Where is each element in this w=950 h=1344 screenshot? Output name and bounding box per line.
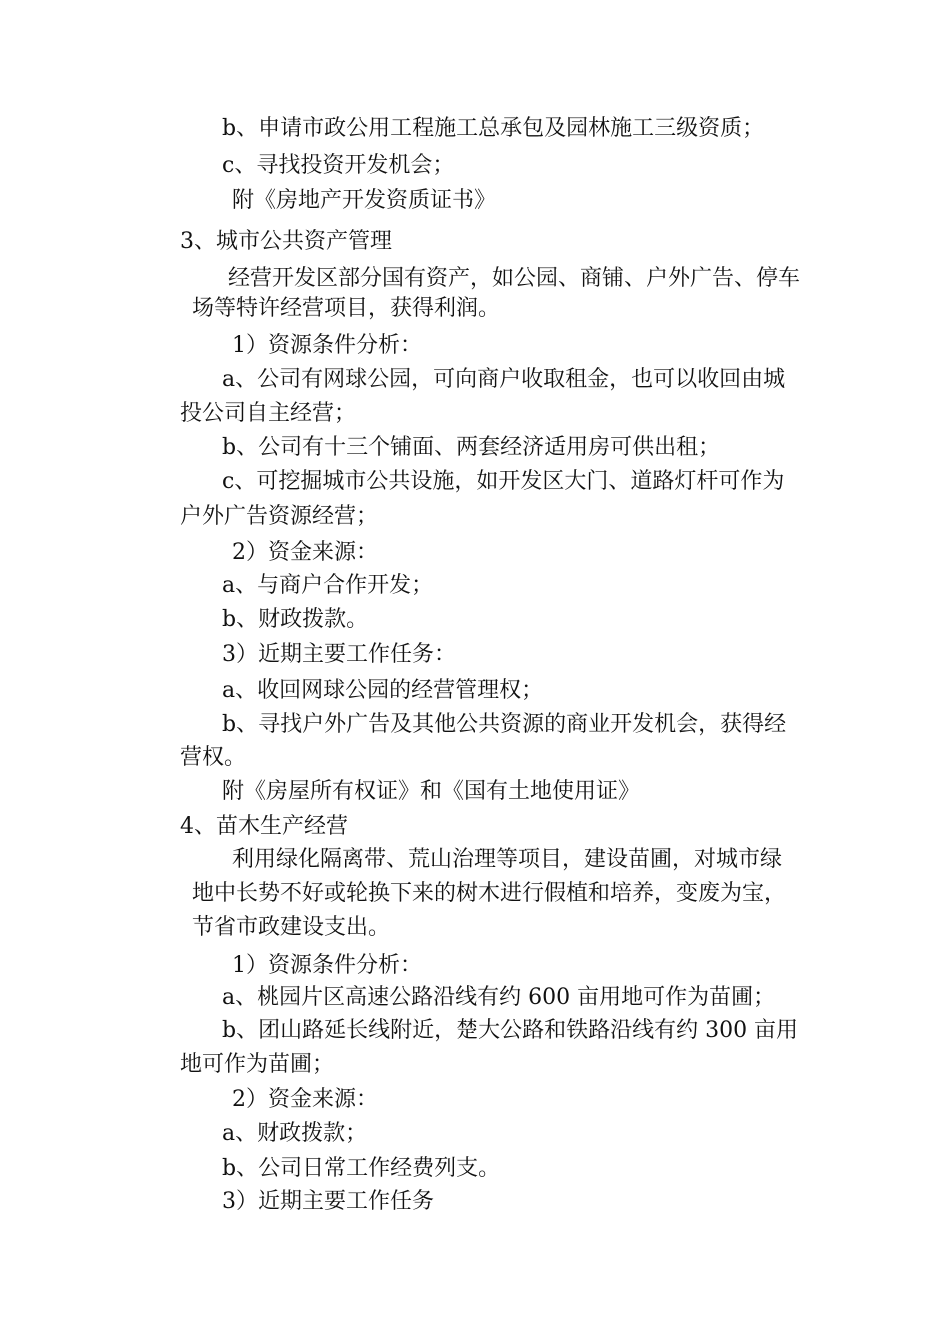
text-line: 投公司自主经营；: [180, 401, 357, 426]
text-line: b、公司有十三个铺面、两套经济适用房可供出租；: [222, 435, 721, 460]
text-line: b、团山路延长线附近，楚大公路和铁路沿线有约 300 亩用: [222, 1018, 799, 1043]
section-heading: 4、苗木生产经营: [180, 814, 348, 839]
text-line: b、寻找户外广告及其他公共资源的商业开发机会，获得经: [222, 712, 787, 737]
text-line: 3）近期主要工作任务：: [222, 642, 456, 667]
text-line: a、与商户合作开发；: [222, 573, 434, 598]
text-line: 2）资金来源：: [232, 1087, 378, 1112]
text-line: 附《房屋所有权证》和《国有土地使用证》: [222, 779, 641, 804]
text-line: b、申请市政公用工程施工总承包及园林施工三级资质；: [222, 116, 765, 141]
text-line: 1）资源条件分析：: [232, 333, 422, 358]
text-line: 附《房地产开发资质证书》: [232, 188, 497, 213]
text-line: 利用绿化隔离带、荒山治理等项目，建设苗圃，对城市绿: [232, 847, 783, 872]
text-line: c、寻找投资开发机会；: [222, 153, 455, 178]
text-line: a、财政拨款；: [222, 1121, 368, 1146]
text-line: a、桃园片区高速公路沿线有约 600 亩用地可作为苗圃；: [222, 985, 776, 1010]
text-line: 场等特许经营项目，获得利润。: [192, 296, 501, 321]
text-line: c、可挖掘城市公共设施，如开发区大门、道路灯杆可作为: [222, 469, 785, 494]
text-line: 1）资源条件分析：: [232, 953, 422, 978]
text-line: a、收回网球公园的经营管理权；: [222, 678, 544, 703]
text-line: b、公司日常工作经费列支。: [222, 1156, 501, 1181]
text-line: 户外广告资源经营；: [180, 504, 379, 529]
text-line: 地可作为苗圃；: [180, 1052, 335, 1077]
text-line: 2）资金来源：: [232, 540, 378, 565]
text-line: 地中长势不好或轮换下来的树木进行假植和培养，变废为宝，: [192, 881, 787, 906]
text-line: a、公司有网球公园，可向商户收取租金，也可以收回由城: [222, 367, 786, 392]
section-heading: 3、城市公共资产管理: [180, 229, 392, 254]
text-line: 经营开发区部分国有资产，如公园、商铺、户外广告、停车: [228, 266, 801, 291]
text-line: 营权。: [180, 745, 247, 770]
text-line: 3）近期主要工作任务: [222, 1189, 434, 1214]
text-line: 节省市政建设支出。: [192, 915, 391, 940]
text-line: b、财政拨款。: [222, 607, 369, 632]
